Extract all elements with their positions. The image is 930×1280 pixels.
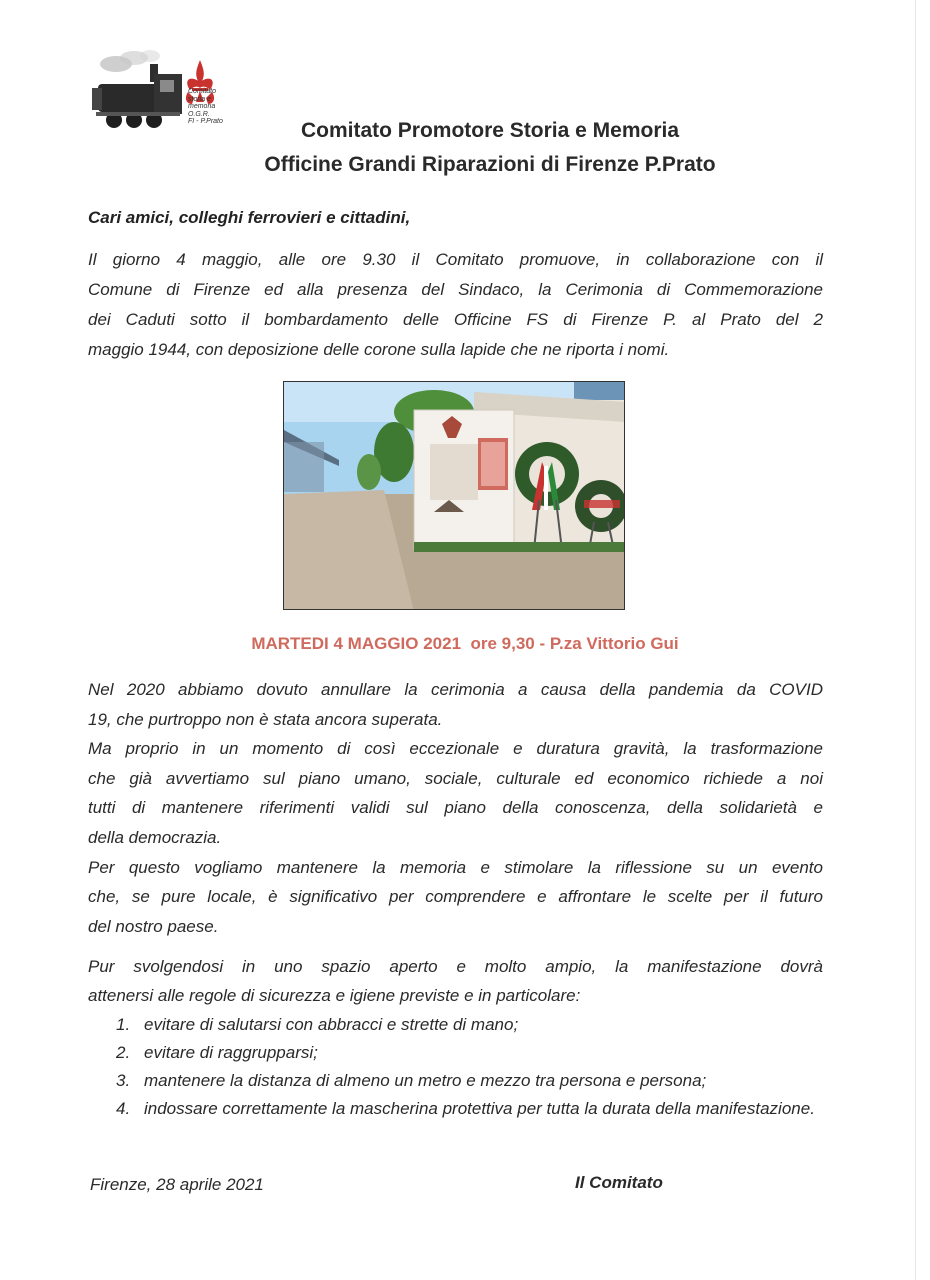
rules-intro: [88, 952, 823, 1010]
body-paragraph: [88, 675, 823, 941]
list-text: evitare di salutarsi con abbracci e strette di mano;: [144, 1015, 519, 1034]
list-number: 4.: [116, 1099, 131, 1118]
text-line: tutti di mantenere riferimenti validi sul piano della conoscenza, della solidarietà e: [88, 798, 823, 818]
text-line: Il giorno 4 maggio, alle ore 9.30 il Comitato promuove, in collaborazione con il: [88, 250, 823, 269]
list-item: [116, 1011, 816, 1039]
intro-paragraph: [88, 245, 823, 365]
list-number: 3.: [116, 1071, 131, 1090]
text-line: maggio 1944, con deposizione delle corone sulla lapide che ne riporta i nomi.: [88, 340, 670, 359]
text-line: Ma proprio in un momento di così eccezionale e duratura gravità, la trasformazione: [88, 739, 823, 759]
text-line: Nel 2020 abbiamo dovuto annullare la cerimonia a causa della pandemia da COVID: [88, 680, 823, 699]
rules-list: [116, 1011, 816, 1123]
list-item: [116, 1039, 816, 1067]
document-header: [180, 114, 800, 182]
text-line: della democrazia.: [88, 827, 222, 847]
text-line: attenersi alle regole di sicurezza e igiene previste e in particolare:: [88, 986, 581, 1005]
event-date-location: MARTEDI 4 MAGGIO 2021 ore 9,30 - P.za Vittorio Gui: [251, 634, 679, 653]
list-item: [116, 1095, 816, 1123]
text-line: dei Caduti sotto il bombardamento delle Officine FS di Firenze P. al Prato del 2: [88, 310, 823, 329]
list-text: evitare di raggrupparsi;: [144, 1043, 318, 1062]
list-text: mantenere la distanza di almeno un metro e mezzo tra persona e persona;: [144, 1071, 707, 1090]
text-line: 19, che purtroppo non è stata ancora superata.: [88, 709, 443, 729]
list-number: 2.: [116, 1043, 131, 1062]
scan-edge-divider: [915, 0, 916, 1280]
greeting: Cari amici, colleghi ferrovieri e cittadini,: [88, 208, 411, 227]
text-line: Pur svolgendosi in uno spazio aperto e molto ampio, la manifestazione dovrà: [88, 957, 823, 976]
memorial-photo: [283, 381, 625, 610]
text-line: del nostro paese.: [88, 916, 219, 936]
text-line: Per questo vogliamo mantenere la memoria e stimolare la riflessione su un evento: [88, 857, 823, 877]
memorial-photo-illustration: [284, 382, 625, 610]
list-text: indossare correttamente la mascherina protettiva per tutta la durata della manifestazione.: [144, 1099, 815, 1118]
list-item: [116, 1067, 816, 1095]
header-title: Comitato Promotore Storia e Memoria: [300, 119, 680, 142]
header-subtitle: Officine Grandi Riparazioni di Firenze P.Prato: [264, 153, 716, 176]
text-line: che già avvertiamo sul piano umano, sociale, culturale ed economico richiede a noi: [88, 768, 823, 788]
text-line: che, se pure locale, è significativo per comprendere e affrontare le scelte per il futuro: [88, 887, 823, 907]
list-number: 1.: [116, 1015, 131, 1034]
logo-caption: Comitato storia e memoria O.G.R. FI - P.Prato: [188, 88, 223, 125]
text-line: Comune di Firenze ed alla presenza del Sindaco, la Cerimonia di Commemorazione: [88, 280, 823, 299]
signature: Il Comitato: [575, 1173, 663, 1192]
document-date: Firenze, 28 aprile 2021: [90, 1175, 264, 1194]
